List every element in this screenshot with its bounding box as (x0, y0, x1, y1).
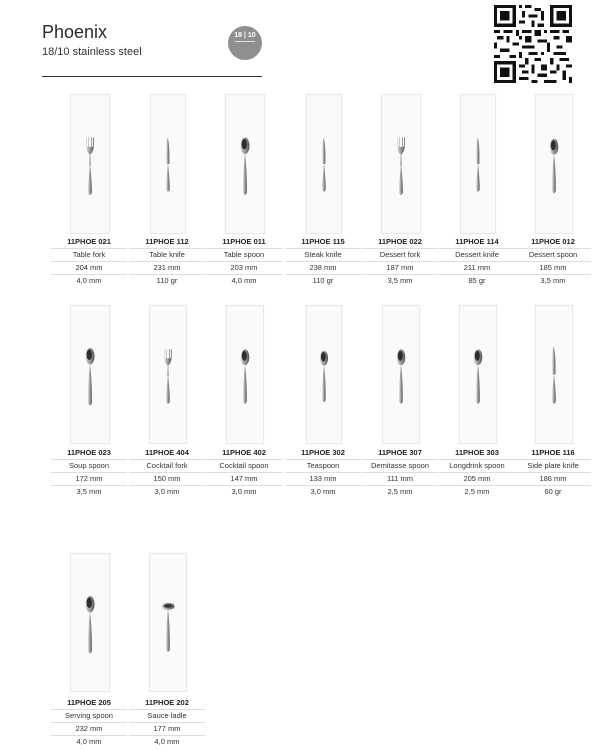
product-length: 204 mm (51, 261, 127, 274)
product-code: 11PHOE 022 (378, 237, 422, 246)
product-length: 211 mm (439, 261, 515, 274)
product-info (362, 447, 438, 498)
product-name: Demitasse spoon (362, 459, 438, 472)
page-title: Phoenix (42, 22, 108, 42)
product-code: 11PHOE 021 (67, 237, 111, 246)
product-length: 203 mm (206, 261, 282, 274)
side-plate-knife-icon (535, 305, 573, 444)
product-name: Sauce ladle (129, 709, 205, 722)
product-code: 11PHOE 404 (145, 448, 189, 457)
product-spec: 2,5 mm (362, 485, 438, 498)
product-spec: 3,0 mm (206, 485, 282, 498)
product-spec: 3,0 mm (285, 485, 361, 498)
product-code: 11PHOE 307 (378, 448, 422, 457)
product-name: Table knife (129, 248, 205, 261)
product-length: 177 mm (129, 722, 205, 735)
product-length: 111 mm (362, 472, 438, 485)
product-length: 147 mm (206, 472, 282, 485)
product-code: 11PHOE 303 (455, 448, 499, 457)
product-spec: 4,0 mm (51, 735, 127, 748)
product-spec: 3,5 mm (515, 274, 591, 287)
product-name: Dessert spoon (515, 248, 591, 261)
product-name: Cocktail fork (129, 459, 205, 472)
product-spec: 3,5 mm (362, 274, 438, 287)
sauce-ladle-icon (149, 553, 187, 692)
product-spec: 4,0 mm (51, 274, 127, 287)
product-name: Longdrink spoon (439, 459, 515, 472)
product-code: 11PHOE 302 (301, 448, 345, 457)
product-card[interactable] (515, 0, 591, 750)
product-name: Table fork (51, 248, 127, 261)
product-code: 11PHOE 116 (531, 448, 575, 457)
product-length: 238 mm (285, 261, 361, 274)
badge-label: 18 | 10 (234, 32, 256, 39)
longdrink-spoon-icon (459, 305, 497, 444)
teaspoon-icon (306, 305, 342, 444)
product-name: Steak knife (285, 248, 361, 261)
product-name: Dessert fork (362, 248, 438, 261)
product-spec: 4,0 mm (129, 735, 205, 748)
product-info (515, 447, 591, 498)
product-name: Teaspoon (285, 459, 361, 472)
product-card[interactable] (206, 0, 282, 750)
product-card[interactable] (362, 0, 438, 750)
product-info (439, 447, 515, 498)
product-length: 232 mm (51, 722, 127, 735)
product-name: Soup spoon (51, 459, 127, 472)
product-code: 11PHOE 023 (67, 448, 111, 457)
product-card[interactable] (51, 0, 127, 750)
product-length: 231 mm (129, 261, 205, 274)
product-name: Cocktail spoon (206, 459, 282, 472)
demitasse-spoon-icon (382, 305, 420, 444)
product-length: 186 mm (515, 472, 591, 485)
product-spec: 85 gr (439, 274, 515, 287)
product-card[interactable] (129, 0, 205, 750)
product-spec: 110 gr (285, 274, 361, 287)
product-length: 187 mm (362, 261, 438, 274)
product-spec: 110 gr (129, 274, 205, 287)
product-spec: 4,0 mm (206, 274, 282, 287)
product-info (129, 697, 205, 748)
page-subtitle: 18/10 stainless steel (42, 46, 142, 58)
product-length: 133 mm (285, 472, 361, 485)
product-code: 11PHOE 202 (145, 698, 189, 707)
product-spec: 60 gr (515, 485, 591, 498)
product-length: 185 mm (515, 261, 591, 274)
product-info (285, 447, 361, 498)
product-name: Serving spoon (51, 709, 127, 722)
product-code: 11PHOE 011 (222, 237, 266, 246)
product-code: 11PHOE 114 (455, 237, 499, 246)
product-code: 11PHOE 112 (145, 237, 189, 246)
product-code: 11PHOE 402 (222, 448, 266, 457)
product-code: 11PHOE 115 (301, 237, 345, 246)
product-name: Dessert knife (439, 248, 515, 261)
product-length: 150 mm (129, 472, 205, 485)
product-code: 11PHOE 205 (67, 698, 111, 707)
product-length: 172 mm (51, 472, 127, 485)
product-name: Table spoon (206, 248, 282, 261)
product-info (51, 697, 127, 748)
product-card[interactable] (285, 0, 361, 750)
product-spec: 3,5 mm (51, 485, 127, 498)
product-length: 205 mm (439, 472, 515, 485)
product-name: Side plate knife (515, 459, 591, 472)
product-code: 11PHOE 012 (531, 237, 575, 246)
serving-spoon-icon (70, 553, 110, 692)
cocktail-spoon-icon (226, 305, 264, 444)
product-spec: 2,5 mm (439, 485, 515, 498)
product-spec: 3,0 mm (129, 485, 205, 498)
product-info (206, 447, 282, 498)
product-card[interactable] (439, 0, 515, 750)
